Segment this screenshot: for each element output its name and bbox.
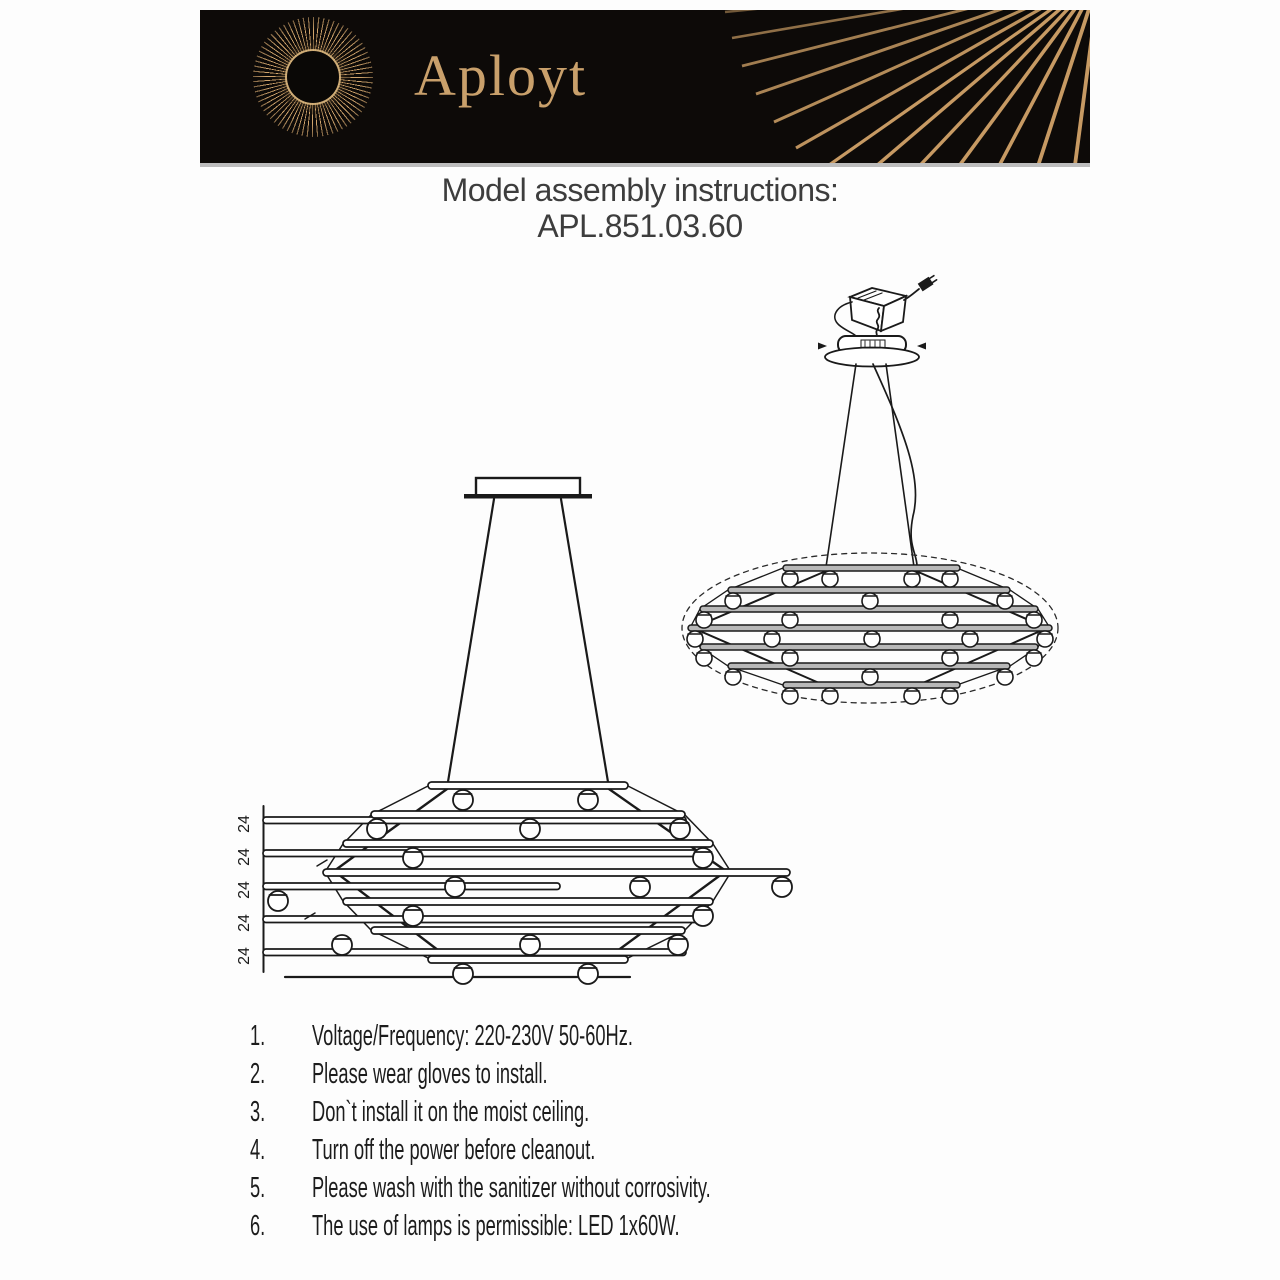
item-number: 5. bbox=[250, 1172, 266, 1204]
item-text: Please wash with the sanitizer without corrosivity. bbox=[312, 1172, 711, 1204]
list-item bbox=[250, 1134, 1150, 1172]
item-text: The use of lamps is permissible: LED 1x60W. bbox=[312, 1210, 680, 1242]
list-item bbox=[250, 1058, 1150, 1096]
list-item bbox=[250, 1096, 1150, 1134]
page-title: Model assembly instructions: bbox=[441, 172, 839, 208]
list-item bbox=[250, 1020, 1150, 1058]
model-number: APL.851.03.60 bbox=[537, 208, 743, 244]
rays-decoration-icon bbox=[670, 10, 1090, 163]
sunburst-core bbox=[287, 51, 339, 103]
item-number: 4. bbox=[250, 1134, 266, 1166]
suspension-cable bbox=[447, 499, 494, 788]
item-text: Don`t install it on the moist ceiling. bbox=[312, 1096, 590, 1128]
item-number: 3. bbox=[250, 1096, 266, 1128]
item-text: Voltage/Frequency: 220-230V 50-60Hz. bbox=[312, 1020, 633, 1052]
power-cord bbox=[873, 364, 917, 566]
rod-end-labels bbox=[236, 815, 253, 965]
item-text: Turn off the power before cleanout. bbox=[312, 1134, 596, 1166]
suspension-cable bbox=[561, 499, 609, 788]
plug-connector bbox=[918, 274, 938, 291]
list-item bbox=[250, 1172, 1150, 1210]
ceiling-canopy bbox=[476, 478, 580, 496]
item-number: 2. bbox=[250, 1058, 266, 1090]
perspective-view-diagram bbox=[650, 270, 1140, 720]
svg-text:24: 24 bbox=[236, 947, 253, 965]
list-item bbox=[250, 1210, 1150, 1248]
item-number: 6. bbox=[250, 1210, 266, 1242]
item-text: Please wear gloves to install. bbox=[312, 1058, 548, 1090]
ceiling-canopy bbox=[818, 336, 926, 367]
svg-text:24: 24 bbox=[236, 914, 253, 932]
instruction-list bbox=[250, 1020, 1150, 1248]
brand-wordmark: Aployt bbox=[414, 43, 588, 108]
suspension-cable bbox=[886, 364, 914, 567]
item-number: 1. bbox=[250, 1020, 266, 1052]
brand-banner bbox=[200, 10, 1090, 167]
suspension-cable bbox=[826, 364, 856, 567]
svg-text:24: 24 bbox=[236, 848, 253, 866]
svg-text:24: 24 bbox=[236, 815, 253, 833]
svg-text:24: 24 bbox=[236, 881, 253, 899]
